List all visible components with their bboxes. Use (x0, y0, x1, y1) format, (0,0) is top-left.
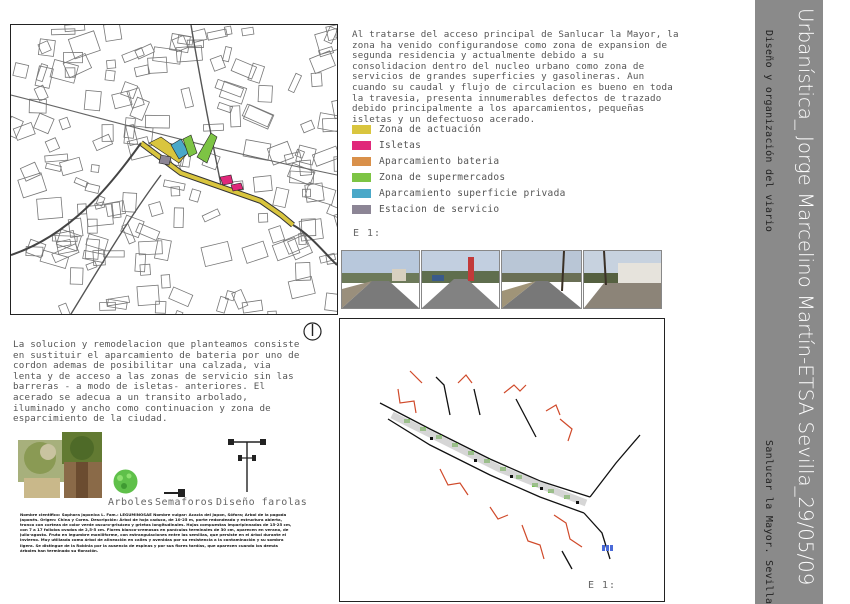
streetlights-caption: Diseño farolas (216, 497, 308, 508)
intro-paragraph: Al tratarse del acceso principal de Sanlucar la Mayor, la zona ha venido configurandose como zona de expansion de segunda residencia y actualmente debido a su consolidacion dentro del nucleo urbano como zona de servicios de grandes superficies y gasolineras. Aun cuando su caudal y flujo de circulacion es bueno en toda la travesia, presenta innumerables defectos de trazado debido principalmente a los aparcamientos, pequeñas isletas y un defectuoso acerado. (352, 29, 679, 125)
tree-icon-graphic (112, 468, 139, 495)
proposal-plan (339, 318, 665, 602)
sidebar-subtitle: Diseño y organización del viario (763, 30, 774, 233)
north-arrow-icon (303, 322, 322, 341)
legend-label: Isletas (379, 139, 422, 151)
legend-label: Aparcamiento superficie privada (379, 187, 566, 199)
legend-label: Estacion de servicio (379, 203, 500, 215)
tree-icon (112, 468, 139, 495)
legend (352, 123, 652, 223)
proposal-plan-drawing (340, 319, 664, 601)
legend-item (352, 139, 421, 151)
legend-swatch (352, 205, 371, 214)
legend-swatch (352, 141, 371, 150)
street-photo-3 (501, 250, 582, 309)
street-photo-1 (341, 250, 420, 309)
traffic-lights-caption: Semaforos (155, 497, 214, 508)
streetlight-icon (228, 436, 266, 492)
legend-swatch (352, 125, 371, 134)
scale-label-top: E 1: (353, 228, 382, 239)
legend-swatch (352, 157, 371, 166)
tree-photo-collage-image (18, 432, 104, 498)
street-photo-3-image (502, 251, 581, 308)
north-arrow-icon-graphic (303, 322, 322, 341)
sidebar-location: Sanlucar la Mayor. Sevilla (763, 440, 774, 604)
traffic-light-icon (164, 483, 186, 493)
scale-label-bottom: E 1: (588, 580, 617, 591)
streetlight-icon-graphic (228, 436, 266, 492)
legend-item (352, 171, 505, 183)
legend-item (352, 123, 481, 135)
location-map (10, 24, 338, 315)
legend-item (352, 203, 499, 215)
solution-paragraph: La solucion y remodelacion que planteamos consiste en sustituir el aparcamiento de bateria por uno de cordon ademas de posibilitar una calzada, via lenta y de acceso a las zonas de servicio sin las barreras - a modo de isletas- anteriores. El acerado se adecua a un transito arbolado, iluminado y ancho como continuacion y zona de esparcimiento de la ciudad. (13, 339, 300, 425)
sidebar-main-title: Urbanística_ Jorge Marcelino Martín-ETSA Sevilla_29/05/09 (794, 8, 817, 586)
legend-item (352, 155, 499, 167)
legend-swatch (352, 189, 371, 198)
legend-label: Zona de supermercados (379, 171, 506, 183)
tree-photo-collage (18, 432, 104, 498)
species-note: Nombre cientifico: Sophora japonica L. Fam.: LEGUMINOSAE Nombre vulgar: Acacia del Japon, Sófora; Arbol de la pagoda Japonés. Origen: China y Corea. Descripción: Árbol de hoja caduca, de 10-25 m, porte redondeado y estructura abierta, tronco con corteza de color verde oscuro-grisáceo y grietas longitudinales. Hojas compuestas imparipinnadas de 15-25 cm, con 7 a 17 foliolos ovados de 2,5-5 cm. Flores blanco-cremosas en panículas terminales de 30 cm, aparecen en verano, de julio-agosto. Fruto en legumbre moniliforme, con estrangulaciones entre las semillas, que persiste en el árbol durante el invierno. Muy utilizada como árbol de alineación en calles y avenidas por su resistencia a la contaminación y su sombra ligera. Se distingue de la Robinia por la ausencia de espinas y por sus flores tardías, que aparecen cuando los demás árboles han terminado su floración. (20, 512, 292, 553)
legend-label: Aparcamiento bateria (379, 155, 500, 167)
legend-label: Zona de actuación (379, 123, 482, 135)
location-map-drawing (11, 25, 337, 314)
street-photo-4-image (584, 251, 661, 308)
trees-caption: Arboles (108, 497, 154, 508)
street-photo-1-image (342, 251, 419, 308)
street-photo-2-image (422, 251, 499, 308)
street-photo-4 (583, 250, 662, 309)
street-photo-2 (421, 250, 500, 309)
legend-swatch (352, 173, 371, 182)
legend-item (352, 187, 566, 199)
